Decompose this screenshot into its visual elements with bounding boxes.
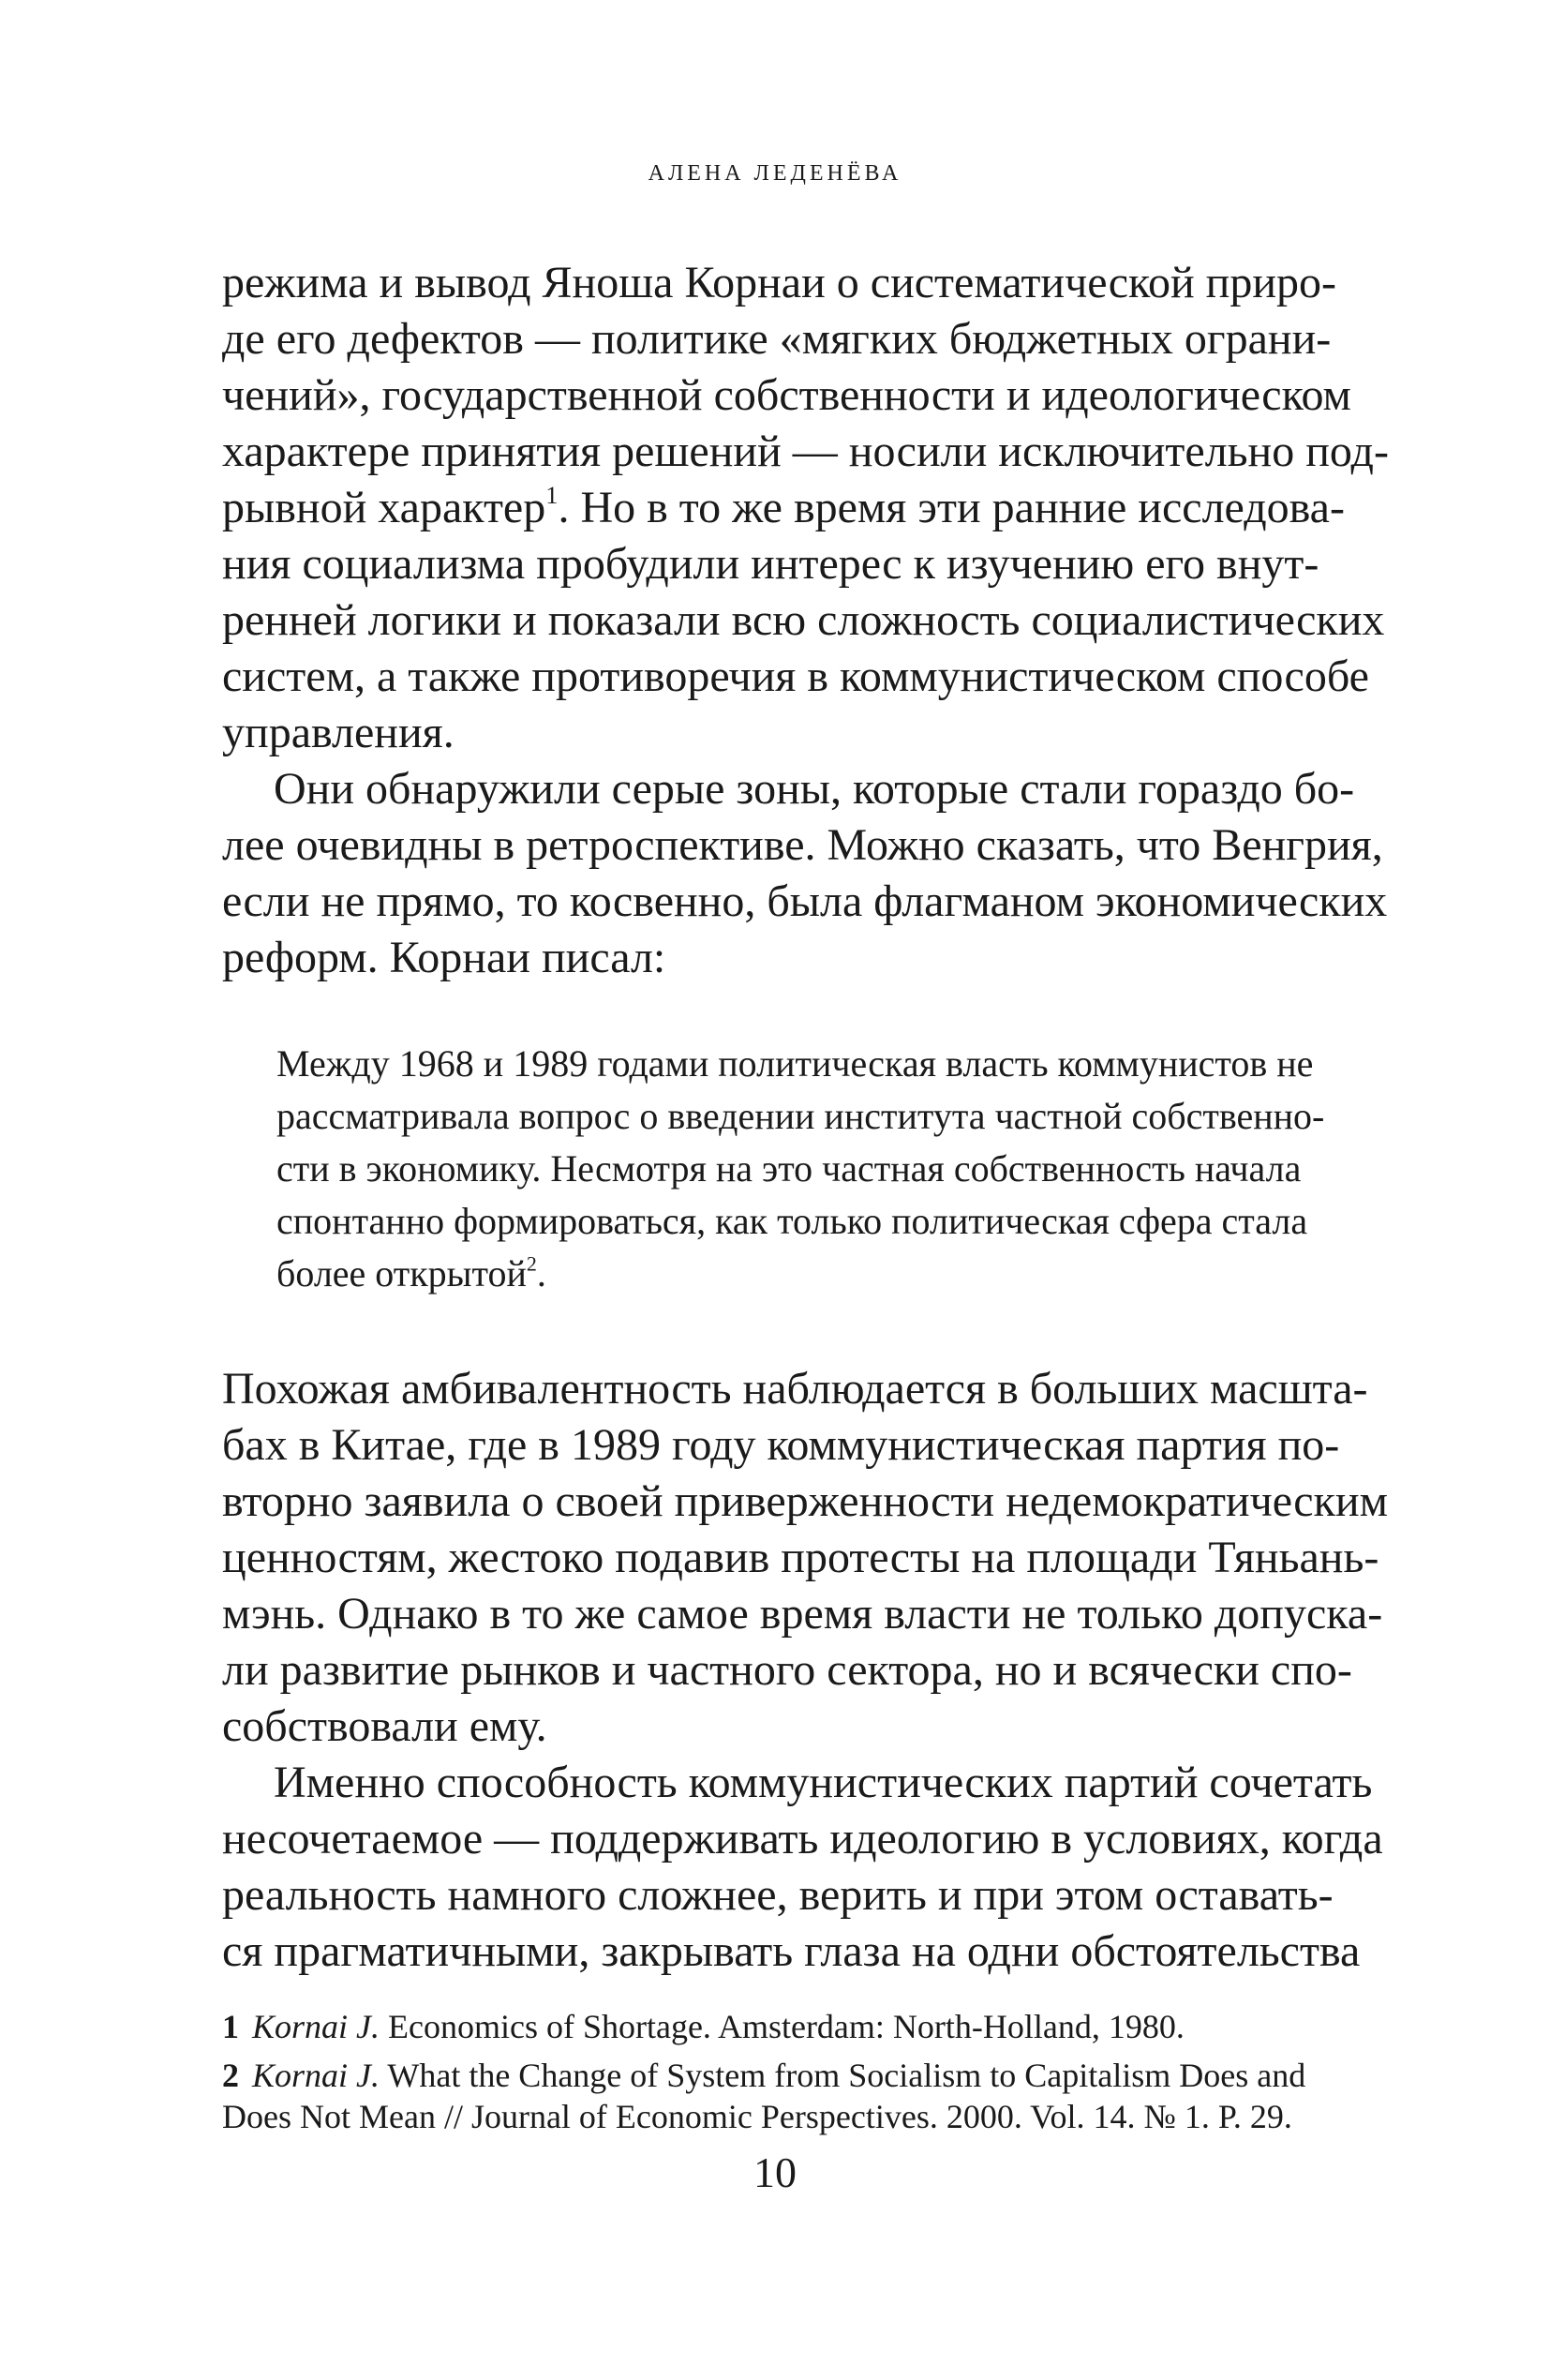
body-line: управления. [222,708,455,757]
body-line: бах в Китае, где в 1989 году коммунистическая партия по- [222,1420,1340,1470]
body-line: несочетаемое — поддерживать идеологию в условиях, когда [222,1814,1383,1864]
footnote-1: 1 Kornai J. Economics of Shortage. Amsterdam: North-Holland, 1980. [222,2008,1185,2045]
quote-line: Между 1968 и 1989 годами политическая власть коммунистов не [276,1042,1314,1085]
body-line: систем, а также противоречия в коммунистическом способе [222,651,1369,701]
body-line: ния социализма пробудили интерес к изучению его внут- [222,539,1319,589]
page-number: 10 [753,2148,797,2196]
body-line: де его дефектов — политике «мягких бюджетных ограни- [222,314,1332,364]
footnote-2: 2 Kornai J. What the Change of System from Socialism to Capitalism Does and [222,2057,1306,2094]
body-line: Именно способность коммунистических партий сочетать [274,1758,1373,1807]
body-line: Они обнаружили серые зоны, которые стали гораздо бо- [274,764,1355,814]
body-line: лее очевидны в ретроспективе. Можно сказать, что Венгрия, [222,820,1383,870]
body-line: если не прямо, то косвенно, была флагманом экономических [222,876,1388,926]
body-line: рывной характер$^1$. Но в то же время эти ранние исследова- [222,481,1345,532]
body-line: ценностям, жестоко подавив протесты на площади Тяньань- [222,1533,1379,1582]
quote-line: рассматривала вопрос о введении института частной собственно- [276,1095,1325,1137]
body-line: вторно заявила о своей приверженности недемократическим [222,1476,1388,1526]
body-line: ся прагматичными, закрывать глаза на одни обстоятельства [222,1926,1361,1976]
body-line: реформ. Корнаи писал: [222,933,666,982]
footnote-2-continued: Does Not Mean // Journal of Economic Perspectives. 2000. Vol. 14. № 1. P. 29. [222,2098,1292,2135]
body-line: ренней логики и показали всю сложность социалистических [222,595,1385,645]
body-line: режима и вывод Яноша Корнаи о систематической приро- [222,258,1336,307]
running-head: АЛЕНА ЛЕДЕНЁВА [648,161,902,186]
body-line: Похожая амбивалентность наблюдается в больших масшта- [222,1364,1368,1414]
quote-line: спонтанно формироваться, как только политическая сфера стала [276,1200,1308,1242]
body-line: собствовали ему. [222,1701,547,1751]
footnote-ref-1[interactable]: 1 [545,481,559,510]
body-line: мэнь. Однако в то же самое время власти не только допуска- [222,1589,1383,1639]
body-line: реальность намного сложнее, верить и при этом оставать- [222,1870,1334,1920]
quote-line: более открытой$^2$. [276,1251,546,1295]
body-line: ли развитие рынков и частного сектора, но и всячески спо- [222,1645,1352,1695]
footnote-ref-2[interactable]: 2 [526,1251,537,1276]
body-line: характере принятия решений — носили исключительно под- [222,427,1389,476]
body-line: чений», государственной собственности и идеологическом [222,370,1351,420]
quote-line: сти в экономику. Несмотря на это частная собственность начала [276,1147,1302,1190]
